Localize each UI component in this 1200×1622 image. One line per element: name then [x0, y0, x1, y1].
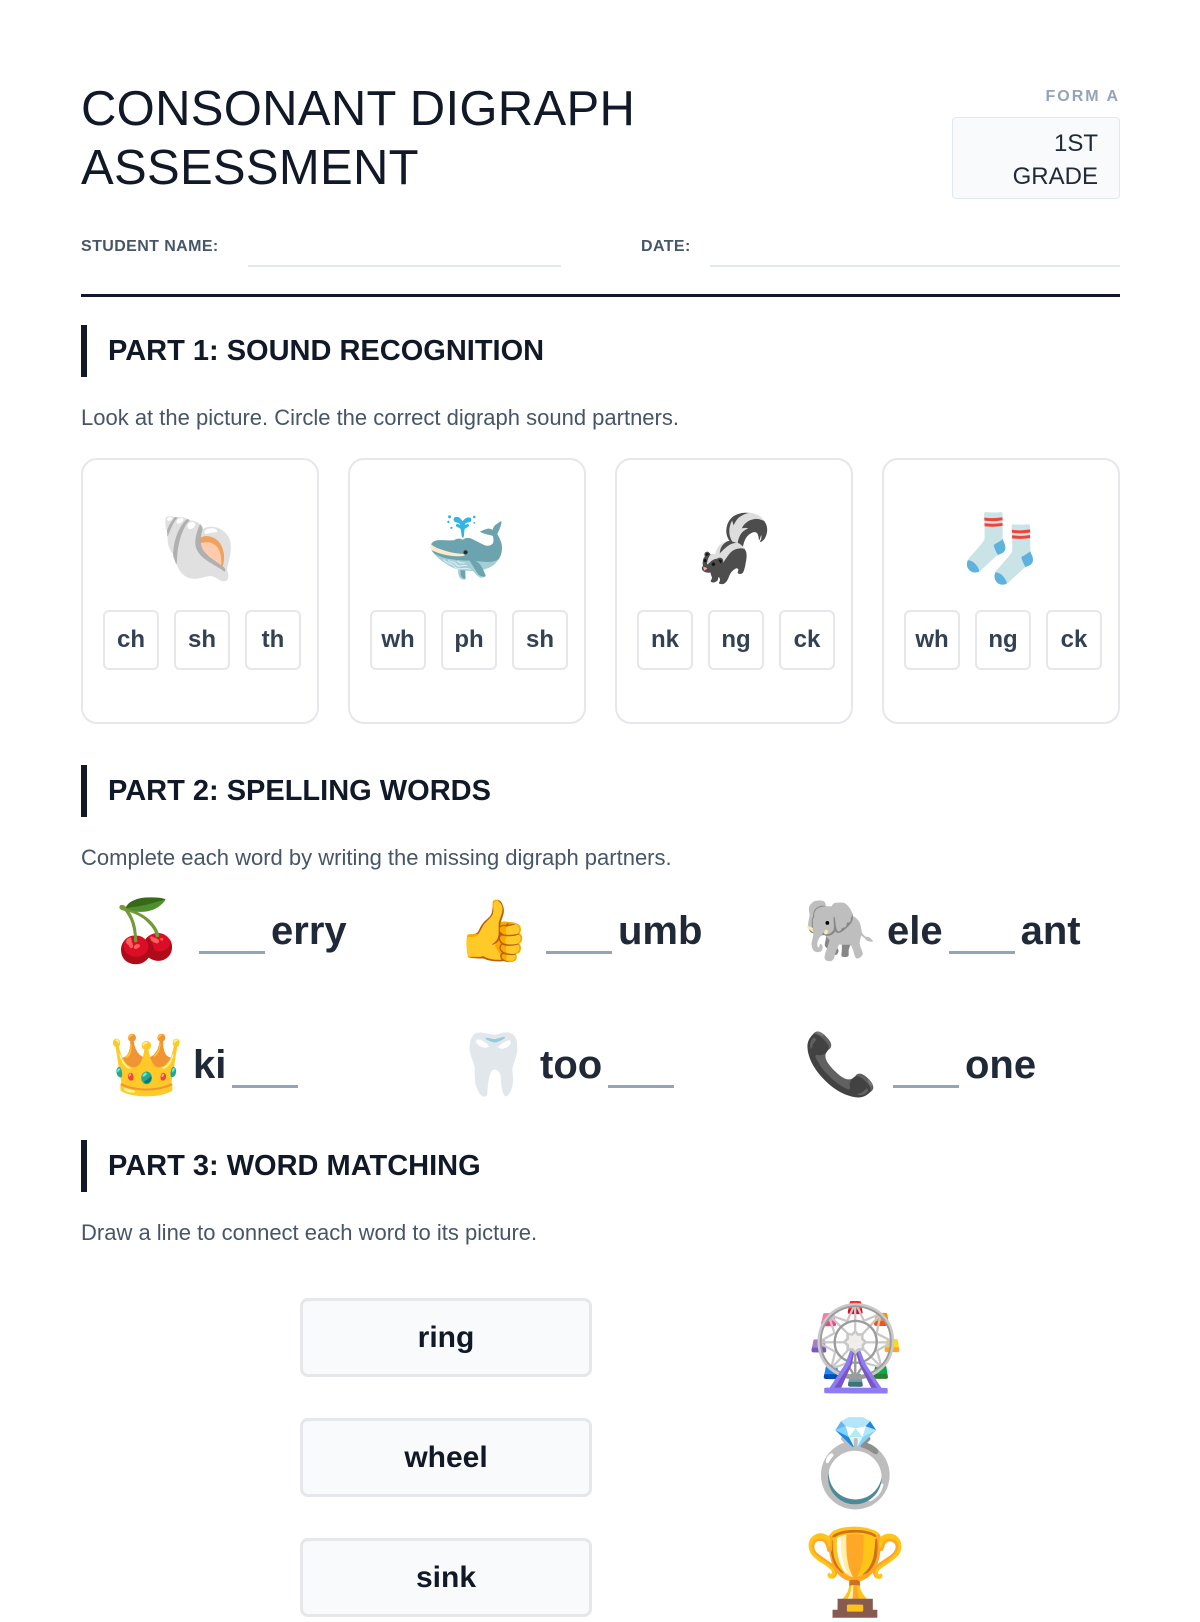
grade-line-2: GRADE [1012, 163, 1098, 190]
sound-card [348, 458, 586, 724]
spelling-item [456, 1030, 796, 1100]
sound-recognition-cards [81, 458, 1120, 724]
spelling-item [109, 896, 449, 966]
header-divider [81, 294, 1120, 297]
title-line-2: ASSESSMENT [81, 141, 419, 195]
thumbs-up-icon: 👍 [456, 897, 531, 964]
part3-section [81, 1140, 1120, 1248]
phone-icon: 📞 [803, 1031, 878, 1098]
word-completion [193, 1043, 304, 1088]
part1-instructions: Look at the picture. Circle the correct digraph sound partners. [81, 405, 679, 430]
form-label: FORM A [1045, 88, 1120, 105]
match-word[interactable]: sink [300, 1538, 592, 1617]
digraph-choices [637, 610, 835, 670]
match-word[interactable]: wheel [300, 1418, 592, 1497]
grade-line-1: 1ST [1053, 130, 1098, 157]
spelling-item [803, 896, 1143, 966]
cherry-icon: 🍒 [109, 897, 184, 964]
word-part: ant [1020, 908, 1081, 953]
page-title [81, 80, 635, 198]
student-name-field[interactable] [248, 265, 561, 267]
word-part: ele [887, 908, 943, 953]
match-word[interactable]: ring [300, 1298, 592, 1377]
trophy-icon[interactable]: 🏆 [803, 1525, 908, 1619]
sound-card [615, 458, 853, 724]
answer-blank[interactable] [893, 1049, 959, 1088]
word-completion [887, 1043, 1036, 1088]
whale-icon: 🐳 [425, 511, 509, 585]
answer-blank[interactable] [232, 1049, 298, 1088]
word-completion [540, 1043, 680, 1088]
word-part: one [965, 1042, 1037, 1087]
word-completion [540, 909, 702, 954]
title-line-1: CONSONANT DIGRAPH [81, 82, 636, 136]
answer-blank[interactable] [949, 915, 1015, 954]
skunk-icon: 🦨 [692, 511, 776, 585]
spelling-item [803, 1030, 1143, 1100]
answer-blank[interactable] [546, 915, 612, 954]
spelling-item [456, 896, 796, 966]
answer-blank[interactable] [199, 915, 265, 954]
answer-blank[interactable] [608, 1049, 674, 1088]
elephant-icon: 🐘 [803, 897, 878, 964]
part3-instructions: Draw a line to connect each word to its picture. [81, 1220, 538, 1245]
sound-card [882, 458, 1120, 724]
word-completion [887, 909, 1081, 954]
spiral-shell-icon: 🐚 [158, 511, 242, 585]
sound-card [81, 458, 319, 724]
word-part: umb [618, 908, 703, 953]
part2-section [81, 765, 1120, 873]
student-name-label: STUDENT NAME: [81, 238, 219, 255]
word-part: too [540, 1042, 603, 1087]
sock-icon: 🧦 [959, 511, 1043, 585]
digraph-choices [103, 610, 301, 670]
word-part: erry [271, 908, 347, 953]
digraph-choice[interactable]: ng [708, 610, 764, 670]
digraph-choice[interactable]: th [245, 610, 301, 670]
grade-badge [952, 117, 1120, 199]
digraph-choice[interactable]: sh [512, 610, 568, 670]
ferris-wheel-icon[interactable]: 🎡 [803, 1300, 908, 1394]
digraph-choice[interactable]: sh [174, 610, 230, 670]
part2-instructions: Complete each word by writing the missing digraph partners. [81, 845, 672, 870]
crown-icon: 👑 [109, 1031, 184, 1098]
digraph-choice[interactable]: wh [904, 610, 960, 670]
date-field[interactable] [710, 265, 1120, 267]
digraph-choices [904, 610, 1102, 670]
digraph-choice[interactable]: ch [103, 610, 159, 670]
digraph-choice[interactable]: ng [975, 610, 1031, 670]
ring-icon[interactable]: 💍 [803, 1416, 908, 1510]
digraph-choices [370, 610, 568, 670]
digraph-choice[interactable]: ck [1046, 610, 1102, 670]
part2-heading: PART 2: SPELLING WORDS [81, 765, 1120, 817]
date-label: DATE: [641, 238, 691, 255]
digraph-choice[interactable]: nk [637, 610, 693, 670]
part1-section [81, 325, 1120, 433]
assessment-page [81, 0, 1120, 1619]
digraph-choice[interactable]: wh [370, 610, 426, 670]
digraph-choice[interactable]: ck [779, 610, 835, 670]
part3-heading: PART 3: WORD MATCHING [81, 1140, 1120, 1192]
tooth-icon: 🦷 [456, 1031, 531, 1098]
part1-heading: PART 1: SOUND RECOGNITION [81, 325, 1120, 377]
digraph-choice[interactable]: ph [441, 610, 497, 670]
word-completion [193, 909, 347, 954]
word-part: ki [193, 1042, 227, 1087]
spelling-item [109, 1030, 449, 1100]
